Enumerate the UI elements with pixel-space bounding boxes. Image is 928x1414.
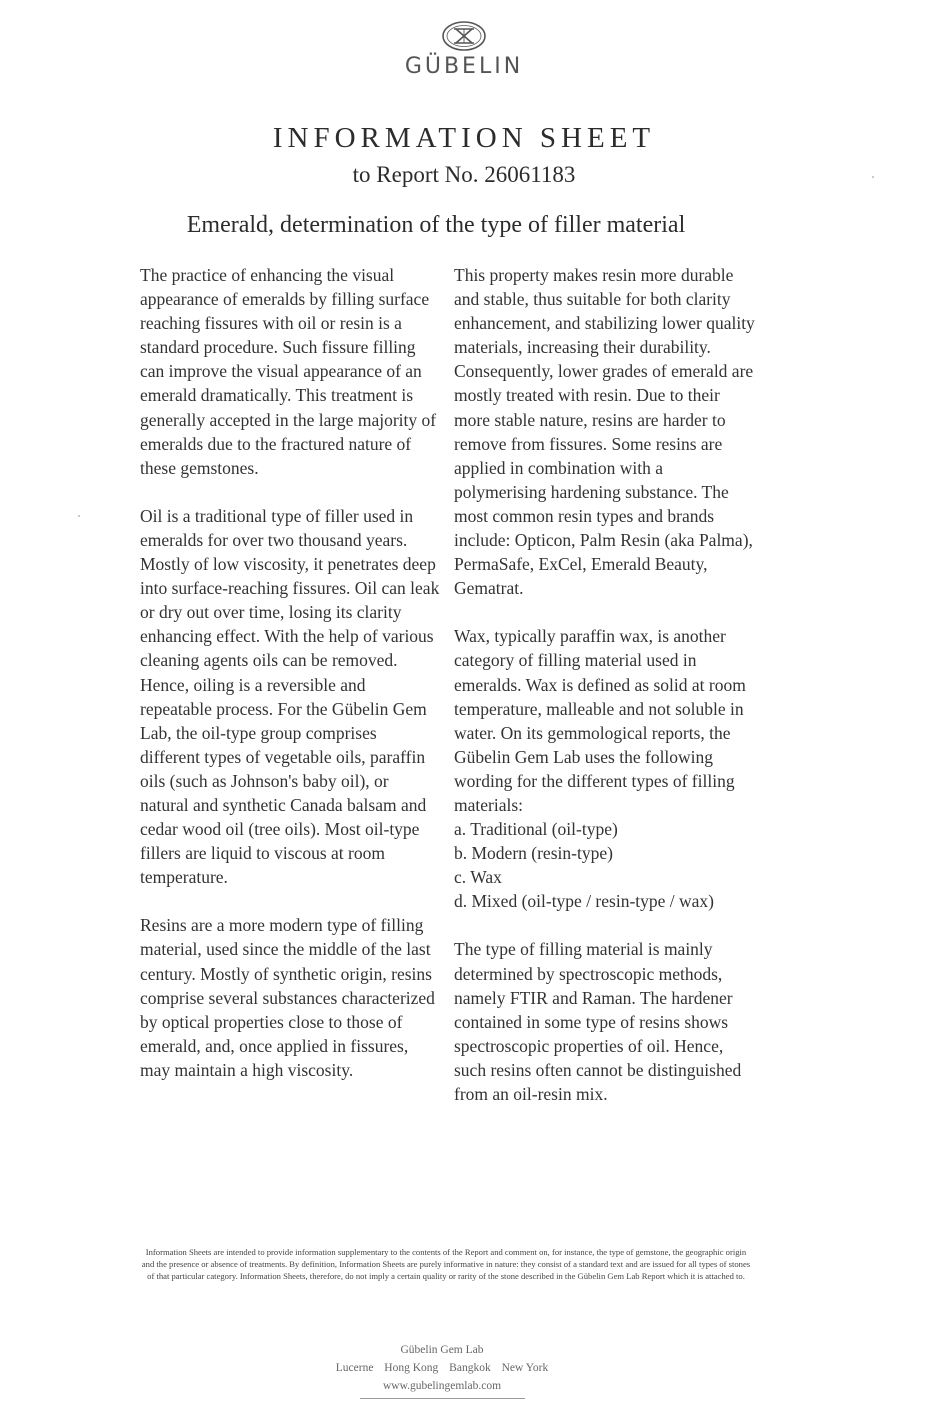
paragraph-enhancement: The practice of enhancing the visual appearance of emeralds by filling surface reaching fissures with oil or resin is a standard procedure. Such fissure filling can improve the visual appearance of an emerald dramatically. This treatment is generally accepted in the large majority of emeralds due to the fractured nature of these gemstones. — [140, 265, 437, 478]
footer-divider — [360, 1398, 525, 1399]
footer — [0, 1341, 884, 1395]
footer-locations — [0, 1359, 884, 1377]
list-item: d. Mixed (oil-type / resin-type / wax) — [454, 891, 715, 912]
brand-logo — [0, 20, 928, 79]
sheet-heading: Emerald, determination of the type of filler material — [186, 212, 686, 238]
location-bangkok: Bangkok — [449, 1362, 491, 1374]
location-new-york: New York — [501, 1362, 549, 1374]
footer-website-link[interactable]: www.gubelingemlab.com — [382, 1380, 502, 1392]
location-hong-kong: Hong Kong — [384, 1362, 439, 1374]
scan-speck — [872, 176, 874, 178]
paragraph-wax: Wax, typically paraffin wax, is another category of filling material used in emeralds. Wax is defined as solid at room temperature, malleable and not soluble in water. On its gemmological reports, the Gübelin Gem Lab uses the following wording for the different types of filling materials: — [454, 626, 746, 815]
disclaimer-note: Information Sheets are intended to provide information supplementary to the contents of the Report and comment on, for instance, the type of gemstone, the geographic origin and the presence or absence of treatments. By definition, Information Sheets are purely informative in nature: they consist of a standard text and are issued for all types of stones of that particular category. Information Sheets, therefore, do not imply a certain quality or rarity of the stone described in the Gübelin Gem Lab Report which it is attached to. — [141, 1247, 751, 1282]
brand-wordmark: GÜBELIN — [404, 54, 524, 79]
report-number: to Report No. 26061183 — [352, 162, 576, 187]
page-title: INFORMATION SHEET — [272, 122, 656, 154]
paragraph-oil: Oil is a traditional type of filler used in emeralds for over two thousand years. Mostly of low viscosity, it penetrates deep into surface-reaching fissures. Oil can leak or dry out over time, losing its clarity enhancing effect. With the help of various cleaning agents oils can be removed. Hence, oiling is a reversible and repeatable process. For the Gübelin Gem Lab, the oil-type group comprises different types of vegetable oils, paraffin oils (such as Johnson's baby oil), or natural and synthetic Canada balsam and cedar wood oil (tree oils). Most oil-type fillers are liquid to viscous at room temperature. — [140, 505, 440, 888]
filler-type-list — [454, 817, 759, 913]
paragraph-resin-properties: This property makes resin more durable and stable, thus suitable for both clarity enhancement, and stabilizing lower quality materials, increasing their durability. Consequently, lower grades of emerald are mostly treated with resin. Due to their more stable nature, resins are harder to remove from fissures. Some resins are applied in combination with a polymerising hardening substance. The most common resin types and brands include: Opticon, Palm Resin (aka Palma), PermaSafe, ExCel, Emerald Beauty, Gematrat. — [454, 265, 755, 599]
left-column — [140, 263, 440, 1106]
scan-speck — [78, 515, 80, 517]
paragraph-resins: Resins are a more modern type of filling material, used since the middle of the last century. Mostly of synthetic origin, resins comprise several substances characterized by optical properties close to those of emerald, and, once applied in fissures, may maintain a high viscosity. — [140, 915, 435, 1080]
list-item: b. Modern (resin-type) — [454, 843, 613, 864]
list-item: c. Wax — [454, 867, 502, 888]
paragraph-determination: The type of filling material is mainly determined by spectroscopic methods, namely FTIR and Raman. The hardener contained in some type of resins shows spectroscopic properties of oil. Hence, such resins often cannot be distinguished from an oil-resin mix. — [454, 939, 742, 1104]
gubelin-emblem-icon — [440, 20, 488, 52]
list-item: a. Traditional (oil-type) — [454, 819, 618, 840]
footer-lab-name: Gübelin Gem Lab — [400, 1344, 484, 1356]
right-column — [454, 263, 759, 1130]
location-lucerne: Lucerne — [335, 1362, 374, 1374]
